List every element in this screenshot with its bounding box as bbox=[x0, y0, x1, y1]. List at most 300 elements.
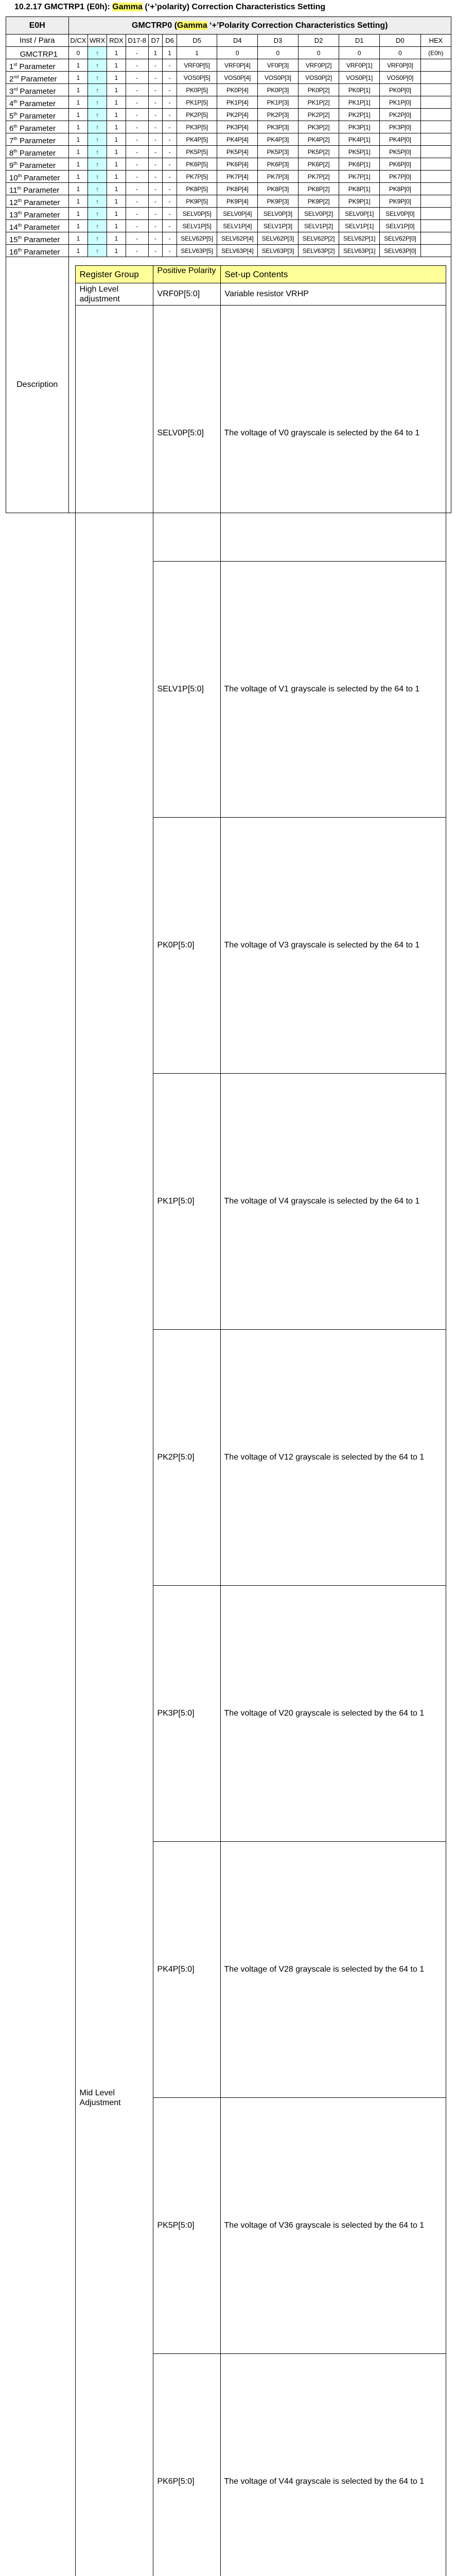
parameter-word: Parameter bbox=[22, 198, 60, 207]
parameter-cell: VOS0P[1] bbox=[339, 72, 380, 84]
parameter-cell: SELV0P[0] bbox=[379, 208, 420, 220]
parameter-cell: PK3P[4] bbox=[217, 121, 258, 133]
parameter-cell bbox=[420, 96, 451, 109]
parameter-cell: VRF0P[4] bbox=[217, 59, 258, 72]
parameter-cell: 1 bbox=[68, 96, 88, 109]
parameter-cell: PK5P[2] bbox=[298, 146, 339, 158]
parameter-cell: SELV1P[5] bbox=[177, 220, 217, 232]
command-cell: 1 bbox=[148, 47, 163, 59]
register-name: PK3P[5:0] bbox=[153, 1586, 220, 1842]
parameter-cell: VRF0P[2] bbox=[298, 59, 339, 72]
parameter-ordinal: th bbox=[13, 161, 17, 166]
parameter-cell: SELV63P[2] bbox=[298, 245, 339, 257]
parameter-ordinal: th bbox=[17, 185, 22, 191]
parameter-word: Parameter bbox=[21, 186, 59, 195]
parameter-word: Parameter bbox=[17, 87, 56, 96]
parameter-row bbox=[6, 245, 451, 257]
register-name: VRF0P[5:0] bbox=[153, 283, 220, 306]
parameter-cell: - bbox=[148, 171, 163, 183]
parameter-cell: PK9P[4] bbox=[217, 195, 258, 208]
parameter-cell: ↑ bbox=[88, 72, 107, 84]
parameter-cell: 1 bbox=[107, 72, 126, 84]
title-suffix: (‘+’polarity) Correction Characteristics Setting bbox=[143, 3, 325, 11]
parameter-cell: ↑ bbox=[88, 59, 107, 72]
parameter-cell: - bbox=[148, 84, 163, 96]
parameter-cell: - bbox=[163, 171, 177, 183]
parameter-cell bbox=[420, 208, 451, 220]
parameter-cell: PK9P[3] bbox=[258, 195, 299, 208]
parameter-cell: 1 bbox=[68, 171, 88, 183]
register-content: Variable resistor VRHP bbox=[220, 283, 446, 306]
description-content bbox=[68, 257, 451, 513]
command-cell: 1 bbox=[107, 47, 126, 59]
parameter-cell: SELV63P[5] bbox=[177, 245, 217, 257]
table-title bbox=[68, 17, 451, 35]
parameter-cell: PK5P[1] bbox=[339, 146, 380, 158]
table-title-suffix: ‘+’Polarity Correction Characteristics Setting) bbox=[207, 21, 388, 30]
register-content: The voltage of V28 grayscale is selected by the 64 to 1 bbox=[220, 1842, 446, 2098]
parameter-cell: - bbox=[126, 208, 148, 220]
parameter-cell: ↑ bbox=[88, 183, 107, 195]
parameter-cell: ↑ bbox=[88, 195, 107, 208]
parameter-cell bbox=[420, 158, 451, 171]
parameter-cell: PK9P[2] bbox=[298, 195, 339, 208]
parameter-cell: SELV0P[3] bbox=[258, 208, 299, 220]
parameter-cell: SELV0P[5] bbox=[177, 208, 217, 220]
description-header-row bbox=[75, 266, 446, 283]
parameter-row bbox=[6, 232, 451, 245]
parameter-cell: PK1P[0] bbox=[379, 96, 420, 109]
parameter-cell: 1 bbox=[107, 96, 126, 109]
parameter-ordinal: th bbox=[18, 198, 22, 203]
parameter-cell: - bbox=[148, 59, 163, 72]
parameter-label bbox=[6, 59, 69, 72]
parameter-cell: PK5P[3] bbox=[258, 146, 299, 158]
parameter-cell: VOS0P[3] bbox=[258, 72, 299, 84]
parameter-cell: - bbox=[163, 158, 177, 171]
command-cell: 0 bbox=[379, 47, 420, 59]
parameter-cell: PK0P[3] bbox=[258, 84, 299, 96]
parameter-number: 3 bbox=[9, 87, 13, 96]
parameter-cell: - bbox=[163, 220, 177, 232]
parameter-cell: VRF0P[5] bbox=[177, 59, 217, 72]
parameter-word: Parameter bbox=[17, 161, 56, 170]
parameter-cell: SELV1P[4] bbox=[217, 220, 258, 232]
parameter-label bbox=[6, 96, 69, 109]
parameter-cell: PK5P[5] bbox=[177, 146, 217, 158]
parameter-number: 16 bbox=[9, 248, 18, 257]
parameter-row bbox=[6, 220, 451, 232]
parameter-cell: PK7P[4] bbox=[217, 171, 258, 183]
parameter-cell: 1 bbox=[107, 183, 126, 195]
parameter-row bbox=[6, 84, 451, 96]
parameter-cell: 1 bbox=[68, 109, 88, 121]
parameter-cell: PK0P[4] bbox=[217, 84, 258, 96]
parameter-cell: PK5P[4] bbox=[217, 146, 258, 158]
parameter-cell: PK2P[1] bbox=[339, 109, 380, 121]
parameter-cell: - bbox=[126, 183, 148, 195]
parameter-cell: 1 bbox=[68, 220, 88, 232]
parameter-cell: ↑ bbox=[88, 96, 107, 109]
parameter-label bbox=[6, 183, 69, 195]
parameter-cell: 1 bbox=[68, 158, 88, 171]
parameter-cell: PK0P[1] bbox=[339, 84, 380, 96]
parameter-row bbox=[6, 208, 451, 220]
register-name: PK2P[5:0] bbox=[153, 1330, 220, 1586]
parameter-cell: - bbox=[163, 232, 177, 245]
parameter-word: Parameter bbox=[22, 235, 60, 244]
parameter-cell: - bbox=[163, 96, 177, 109]
parameter-word: Parameter bbox=[17, 124, 56, 133]
parameter-cell: SELV1P[3] bbox=[258, 220, 299, 232]
parameter-cell: VOS0P[0] bbox=[379, 72, 420, 84]
parameter-row bbox=[6, 195, 451, 208]
parameter-cell: PK1P[2] bbox=[298, 96, 339, 109]
command-cell: 0 bbox=[217, 47, 258, 59]
parameter-cell: PK2P[3] bbox=[258, 109, 299, 121]
parameter-cell: 1 bbox=[107, 208, 126, 220]
column-header: WRX bbox=[88, 35, 107, 47]
parameter-cell: 1 bbox=[68, 84, 88, 96]
column-header: D1 bbox=[339, 35, 380, 47]
parameter-cell bbox=[420, 59, 451, 72]
parameter-cell: - bbox=[148, 72, 163, 84]
command-cell: 0 bbox=[298, 47, 339, 59]
mid-level-row bbox=[75, 306, 446, 562]
parameter-cell: PK8P[1] bbox=[339, 183, 380, 195]
register-name: PK4P[5:0] bbox=[153, 1842, 220, 2098]
parameter-cell: 1 bbox=[68, 232, 88, 245]
parameter-cell: 1 bbox=[68, 208, 88, 220]
description-table bbox=[75, 265, 446, 2576]
parameter-cell: 1 bbox=[107, 84, 126, 96]
parameter-ordinal: nd bbox=[13, 74, 19, 79]
parameter-cell: - bbox=[148, 195, 163, 208]
parameter-cell: ↑ bbox=[88, 208, 107, 220]
parameter-cell: PK6P[0] bbox=[379, 158, 420, 171]
parameter-label bbox=[6, 208, 69, 220]
column-header: D0 bbox=[379, 35, 420, 47]
parameter-cell: VF0P[3] bbox=[258, 59, 299, 72]
parameter-cell: PK1P[3] bbox=[258, 96, 299, 109]
parameter-cell: - bbox=[163, 195, 177, 208]
parameter-cell: PK5P[0] bbox=[379, 146, 420, 158]
parameter-cell: PK8P[3] bbox=[258, 183, 299, 195]
register-content: The voltage of V1 grayscale is selected by the 64 to 1 bbox=[220, 562, 446, 818]
parameter-cell: PK1P[4] bbox=[217, 96, 258, 109]
parameter-label bbox=[6, 245, 69, 257]
description-label: Description bbox=[6, 257, 69, 513]
command-cell: (E0h) bbox=[420, 47, 451, 59]
parameter-word: Parameter bbox=[17, 112, 56, 121]
command-cell: 1 bbox=[163, 47, 177, 59]
table-title-prefix: GMCTRP0 ( bbox=[132, 21, 177, 30]
parameter-cell: - bbox=[126, 84, 148, 96]
register-table bbox=[6, 16, 451, 513]
parameter-cell: - bbox=[148, 133, 163, 146]
parameter-cell: - bbox=[163, 121, 177, 133]
column-header: D4 bbox=[217, 35, 258, 47]
parameter-row bbox=[6, 146, 451, 158]
parameter-cell bbox=[420, 220, 451, 232]
column-header: D3 bbox=[258, 35, 299, 47]
parameter-cell: PK0P[5] bbox=[177, 84, 217, 96]
parameter-cell: PK7P[1] bbox=[339, 171, 380, 183]
parameter-cell: - bbox=[163, 183, 177, 195]
parameter-cell: SELV62P[1] bbox=[339, 232, 380, 245]
register-name: PK5P[5:0] bbox=[153, 2098, 220, 2354]
parameter-cell: - bbox=[126, 158, 148, 171]
parameter-cell bbox=[420, 109, 451, 121]
title-highlight: Gamma bbox=[112, 3, 143, 11]
command-cell: 0 bbox=[68, 47, 88, 59]
parameter-cell bbox=[420, 171, 451, 183]
parameter-number: 5 bbox=[9, 112, 13, 121]
parameter-cell: 1 bbox=[107, 133, 126, 146]
parameter-row bbox=[6, 109, 451, 121]
column-header: D7 bbox=[148, 35, 163, 47]
parameter-word: Parameter bbox=[17, 99, 56, 108]
register-content: The voltage of V44 grayscale is selected by the 64 to 1 bbox=[220, 2354, 446, 2576]
parameter-cell: - bbox=[148, 96, 163, 109]
parameter-cell: ↑ bbox=[88, 121, 107, 133]
parameter-cell: PK0P[0] bbox=[379, 84, 420, 96]
register-group-header: Register Group bbox=[75, 266, 153, 283]
parameter-word: Parameter bbox=[17, 137, 56, 145]
parameter-cell: PK3P[3] bbox=[258, 121, 299, 133]
parameter-cell: 1 bbox=[107, 195, 126, 208]
parameter-cell: PK8P[5] bbox=[177, 183, 217, 195]
parameter-ordinal: th bbox=[18, 223, 22, 228]
parameter-cell: - bbox=[163, 208, 177, 220]
column-header: D6 bbox=[163, 35, 177, 47]
parameter-number: 4 bbox=[9, 99, 13, 108]
parameter-label bbox=[6, 232, 69, 245]
column-header: Inst / Para bbox=[6, 35, 69, 47]
parameter-cell: VRF0P[0] bbox=[379, 59, 420, 72]
command-cell: 0 bbox=[258, 47, 299, 59]
parameter-cell: - bbox=[163, 245, 177, 257]
parameter-ordinal: st bbox=[13, 62, 17, 67]
command-row bbox=[6, 47, 451, 59]
parameter-label bbox=[6, 158, 69, 171]
parameter-cell: 1 bbox=[68, 133, 88, 146]
mid-level-group: Mid Level Adjustment bbox=[75, 306, 153, 2576]
parameter-cell: PK9P[1] bbox=[339, 195, 380, 208]
parameter-cell: VOS0P[2] bbox=[298, 72, 339, 84]
parameter-cell: - bbox=[126, 96, 148, 109]
parameter-row bbox=[6, 171, 451, 183]
command-cell: ↑ bbox=[88, 47, 107, 59]
column-header: D17-8 bbox=[126, 35, 148, 47]
parameter-cell: 1 bbox=[107, 121, 126, 133]
parameter-cell: PK6P[3] bbox=[258, 158, 299, 171]
parameter-cell: PK4P[5] bbox=[177, 133, 217, 146]
parameter-cell: PK2P[4] bbox=[217, 109, 258, 121]
parameter-cell: ↑ bbox=[88, 245, 107, 257]
parameter-cell: - bbox=[148, 146, 163, 158]
parameter-row bbox=[6, 158, 451, 171]
parameter-number: 11 bbox=[9, 186, 17, 195]
parameter-ordinal: th bbox=[13, 124, 17, 129]
parameter-label bbox=[6, 195, 69, 208]
parameter-cell: 1 bbox=[68, 121, 88, 133]
register-name: PK6P[5:0] bbox=[153, 2354, 220, 2576]
parameter-number: 12 bbox=[9, 198, 18, 207]
parameter-label bbox=[6, 146, 69, 158]
parameter-cell: ↑ bbox=[88, 84, 107, 96]
parameter-ordinal: th bbox=[13, 99, 17, 104]
register-content: The voltage of V4 grayscale is selected by the 64 to 1 bbox=[220, 1074, 446, 1330]
parameter-cell: - bbox=[163, 146, 177, 158]
parameter-label bbox=[6, 109, 69, 121]
parameter-cell: ↑ bbox=[88, 158, 107, 171]
parameter-ordinal: th bbox=[13, 136, 17, 141]
parameter-word: Parameter bbox=[22, 211, 60, 219]
description-row bbox=[6, 257, 451, 513]
parameter-cell: ↑ bbox=[88, 109, 107, 121]
positive-polarity-header: Positive Polarity bbox=[153, 266, 220, 283]
register-content: The voltage of V3 grayscale is selected by the 64 to 1 bbox=[220, 818, 446, 1074]
parameter-row bbox=[6, 133, 451, 146]
parameter-cell: - bbox=[148, 121, 163, 133]
parameter-cell: - bbox=[126, 220, 148, 232]
parameter-ordinal: th bbox=[18, 210, 22, 215]
parameter-cell: 1 bbox=[107, 220, 126, 232]
parameter-cell: 1 bbox=[107, 146, 126, 158]
parameter-cell: 1 bbox=[68, 245, 88, 257]
parameter-cell: 1 bbox=[68, 146, 88, 158]
parameter-cell: ↑ bbox=[88, 232, 107, 245]
parameter-cell: PK7P[0] bbox=[379, 171, 420, 183]
parameter-ordinal: th bbox=[18, 235, 22, 240]
parameter-cell: ↑ bbox=[88, 220, 107, 232]
parameter-cell: 1 bbox=[107, 232, 126, 245]
parameter-cell: - bbox=[163, 59, 177, 72]
parameter-cell bbox=[420, 183, 451, 195]
parameter-cell: VOS0P[5] bbox=[177, 72, 217, 84]
parameter-cell: - bbox=[148, 158, 163, 171]
parameter-cell: SELV0P[4] bbox=[217, 208, 258, 220]
parameter-cell: PK2P[5] bbox=[177, 109, 217, 121]
command-cell: 0 bbox=[339, 47, 380, 59]
parameter-ordinal: th bbox=[13, 111, 17, 116]
parameter-cell: SELV63P[0] bbox=[379, 245, 420, 257]
parameter-word: Parameter bbox=[19, 75, 57, 83]
parameter-number: 13 bbox=[9, 211, 18, 219]
parameter-cell: PK6P[4] bbox=[217, 158, 258, 171]
parameter-cell: - bbox=[148, 208, 163, 220]
high-level-group: High Level adjustment bbox=[75, 283, 153, 306]
parameter-number: 2 bbox=[9, 75, 13, 83]
parameter-row bbox=[6, 183, 451, 195]
parameter-row bbox=[6, 96, 451, 109]
column-header: D5 bbox=[177, 35, 217, 47]
parameter-number: 14 bbox=[9, 223, 18, 232]
register-content: The voltage of V36 grayscale is selected by the 64 to 1 bbox=[220, 2098, 446, 2354]
parameter-cell: ↑ bbox=[88, 133, 107, 146]
parameter-cell: - bbox=[126, 133, 148, 146]
parameter-number: 10 bbox=[9, 174, 18, 182]
parameter-label bbox=[6, 220, 69, 232]
parameter-cell: PK4P[0] bbox=[379, 133, 420, 146]
parameter-cell: PK3P[1] bbox=[339, 121, 380, 133]
parameter-cell: SELV62P[5] bbox=[177, 232, 217, 245]
parameter-cell: SELV63P[1] bbox=[339, 245, 380, 257]
register-name: SELV1P[5:0] bbox=[153, 562, 220, 818]
parameter-number: 6 bbox=[9, 124, 13, 133]
parameter-number: 1 bbox=[9, 62, 13, 71]
parameter-cell: SELV62P[3] bbox=[258, 232, 299, 245]
parameter-cell: - bbox=[126, 121, 148, 133]
parameter-cell: PK8P[4] bbox=[217, 183, 258, 195]
parameter-cell: SELV0P[1] bbox=[339, 208, 380, 220]
parameter-row bbox=[6, 59, 451, 72]
parameter-number: 9 bbox=[9, 161, 13, 170]
parameter-word: Parameter bbox=[22, 223, 60, 232]
parameter-cell bbox=[420, 245, 451, 257]
parameter-cell: - bbox=[163, 84, 177, 96]
column-header: D/CX bbox=[68, 35, 88, 47]
parameter-cell: PK7P[2] bbox=[298, 171, 339, 183]
setup-contents-header: Set-up Contents bbox=[220, 266, 446, 283]
command-cell: 1 bbox=[177, 47, 217, 59]
parameter-cell: - bbox=[148, 183, 163, 195]
parameter-number: 8 bbox=[9, 149, 13, 158]
parameter-cell: PK1P[5] bbox=[177, 96, 217, 109]
parameter-cell: SELV0P[2] bbox=[298, 208, 339, 220]
title-prefix: 10.2.17 GMCTRP1 (E0h): bbox=[14, 3, 112, 11]
parameter-label bbox=[6, 171, 69, 183]
parameter-word: Parameter bbox=[22, 248, 60, 257]
parameter-cell: PK8P[0] bbox=[379, 183, 420, 195]
parameter-cell: PK1P[1] bbox=[339, 96, 380, 109]
parameter-cell: SELV1P[0] bbox=[379, 220, 420, 232]
register-content: The voltage of V12 grayscale is selected by the 64 to 1 bbox=[220, 1330, 446, 1586]
parameter-cell: VRF0P[1] bbox=[339, 59, 380, 72]
parameter-cell: - bbox=[126, 195, 148, 208]
column-header: D2 bbox=[298, 35, 339, 47]
parameter-cell: SELV62P[2] bbox=[298, 232, 339, 245]
parameter-cell: ↑ bbox=[88, 171, 107, 183]
parameter-cell: PK4P[3] bbox=[258, 133, 299, 146]
parameter-row bbox=[6, 72, 451, 84]
column-header-row bbox=[6, 35, 451, 47]
parameter-cell: PK4P[1] bbox=[339, 133, 380, 146]
parameter-number: 15 bbox=[9, 235, 18, 244]
parameter-cell: SELV62P[4] bbox=[217, 232, 258, 245]
parameter-cell: 1 bbox=[107, 158, 126, 171]
parameter-cell: SELV1P[1] bbox=[339, 220, 380, 232]
parameter-word: Parameter bbox=[17, 62, 55, 71]
command-cell: - bbox=[126, 47, 148, 59]
parameter-cell: PK3P[0] bbox=[379, 121, 420, 133]
parameter-cell: 1 bbox=[107, 59, 126, 72]
parameter-cell: 1 bbox=[68, 183, 88, 195]
parameter-ordinal: th bbox=[18, 247, 22, 252]
parameter-row bbox=[6, 121, 451, 133]
parameter-cell: PK2P[2] bbox=[298, 109, 339, 121]
parameter-cell: PK4P[4] bbox=[217, 133, 258, 146]
parameter-cell: SELV63P[4] bbox=[217, 245, 258, 257]
parameter-cell: 1 bbox=[107, 109, 126, 121]
parameter-label bbox=[6, 72, 69, 84]
section-title bbox=[14, 3, 325, 12]
parameter-cell bbox=[420, 84, 451, 96]
parameter-cell: PK6P[5] bbox=[177, 158, 217, 171]
parameter-cell: - bbox=[126, 245, 148, 257]
parameter-word: Parameter bbox=[22, 174, 60, 182]
